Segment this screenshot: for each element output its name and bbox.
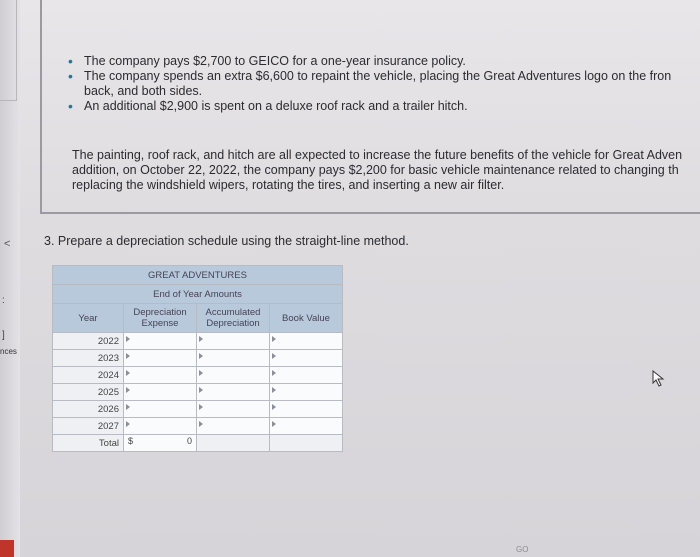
year-cell: 2024 (53, 367, 124, 384)
left-panel-frame (0, 0, 17, 101)
problem-paragraph (72, 148, 700, 193)
acc-dep-input[interactable] (197, 401, 270, 418)
total-dep-expense-cell (124, 435, 197, 452)
dep-expense-input[interactable] (124, 350, 197, 367)
dep-expense-input[interactable] (124, 333, 197, 350)
book-value-input[interactable] (270, 418, 343, 435)
year-header: Year (53, 304, 124, 333)
year-cell: 2025 (53, 384, 124, 401)
book-value-input[interactable] (270, 350, 343, 367)
year-cell: 2027 (53, 418, 124, 435)
page-marker: GO (516, 545, 529, 554)
total-dollar-sign: $ (128, 436, 134, 446)
dep-expense-input[interactable] (124, 384, 197, 401)
dep-expense-input[interactable] (124, 418, 197, 435)
total-empty-cell (270, 435, 343, 452)
table-row (53, 350, 343, 367)
sidebar-label[interactable]: nces (0, 347, 17, 356)
year-cell: 2022 (53, 333, 124, 350)
collapse-chevron-icon[interactable]: < (4, 238, 11, 250)
total-row (53, 435, 343, 452)
question-prompt: 3. Prepare a depreciation schedule using the straight-line method. (44, 234, 409, 248)
total-dep-expense-value: 0 (186, 436, 192, 446)
acc-dep-input[interactable] (197, 418, 270, 435)
book-value-input[interactable] (270, 401, 343, 418)
dep-expense-input[interactable] (124, 401, 197, 418)
year-cell: 2023 (53, 350, 124, 367)
schedule-title: GREAT ADVENTURES (53, 266, 343, 285)
schedule-subtitle: End of Year Amounts (53, 285, 343, 304)
acc-dep-input[interactable] (197, 384, 270, 401)
bullet-item-continuation: back, and both sides. (84, 84, 203, 98)
sidebar-marker-icon: : (2, 295, 5, 306)
table-row (53, 418, 343, 435)
book-value-input[interactable] (270, 333, 343, 350)
bullet-item: • The company spends an extra $6,600 to repaint the vehicle, placing the Great Adventures logo on the fron (68, 69, 700, 84)
acc-dep-input[interactable] (197, 333, 270, 350)
sidebar-marker-icon: ] (2, 330, 5, 341)
dep-expense-header: Depreciation Expense (124, 304, 197, 333)
table-row (53, 333, 343, 350)
bullet-item: • An additional $2,900 is spent on a deluxe roof rack and a trailer hitch. (68, 99, 700, 114)
book-value-input[interactable] (270, 384, 343, 401)
paragraph-line: addition, on October 22, 2022, the company pays $2,200 for basic vehicle maintenance related to changing th (72, 163, 679, 177)
acc-dep-header: Accumulated Depreciation (197, 304, 270, 333)
total-label: Total (53, 435, 124, 452)
book-value-input[interactable] (270, 367, 343, 384)
bullet-item: • The company pays $2,700 to GEICO for a one-year insurance policy. (68, 54, 700, 69)
dep-expense-input[interactable] (124, 367, 197, 384)
problem-bullets (68, 54, 700, 114)
paragraph-line: The painting, roof rack, and hitch are all expected to increase the future benefits of the vehicle for Great Adven (72, 148, 683, 162)
year-cell: 2026 (53, 401, 124, 418)
paragraph-line: replacing the windshield wipers, rotating the tires, and inserting a new air filter. (72, 178, 505, 192)
table-row (53, 401, 343, 418)
table-row (53, 367, 343, 384)
acc-dep-input[interactable] (197, 367, 270, 384)
total-empty-cell (197, 435, 270, 452)
table-row (53, 384, 343, 401)
acc-dep-input[interactable] (197, 350, 270, 367)
bottom-corner-marker (0, 540, 14, 557)
book-value-header: Book Value (270, 304, 343, 333)
mouse-pointer-icon (651, 370, 669, 388)
depreciation-schedule-table (52, 265, 343, 452)
